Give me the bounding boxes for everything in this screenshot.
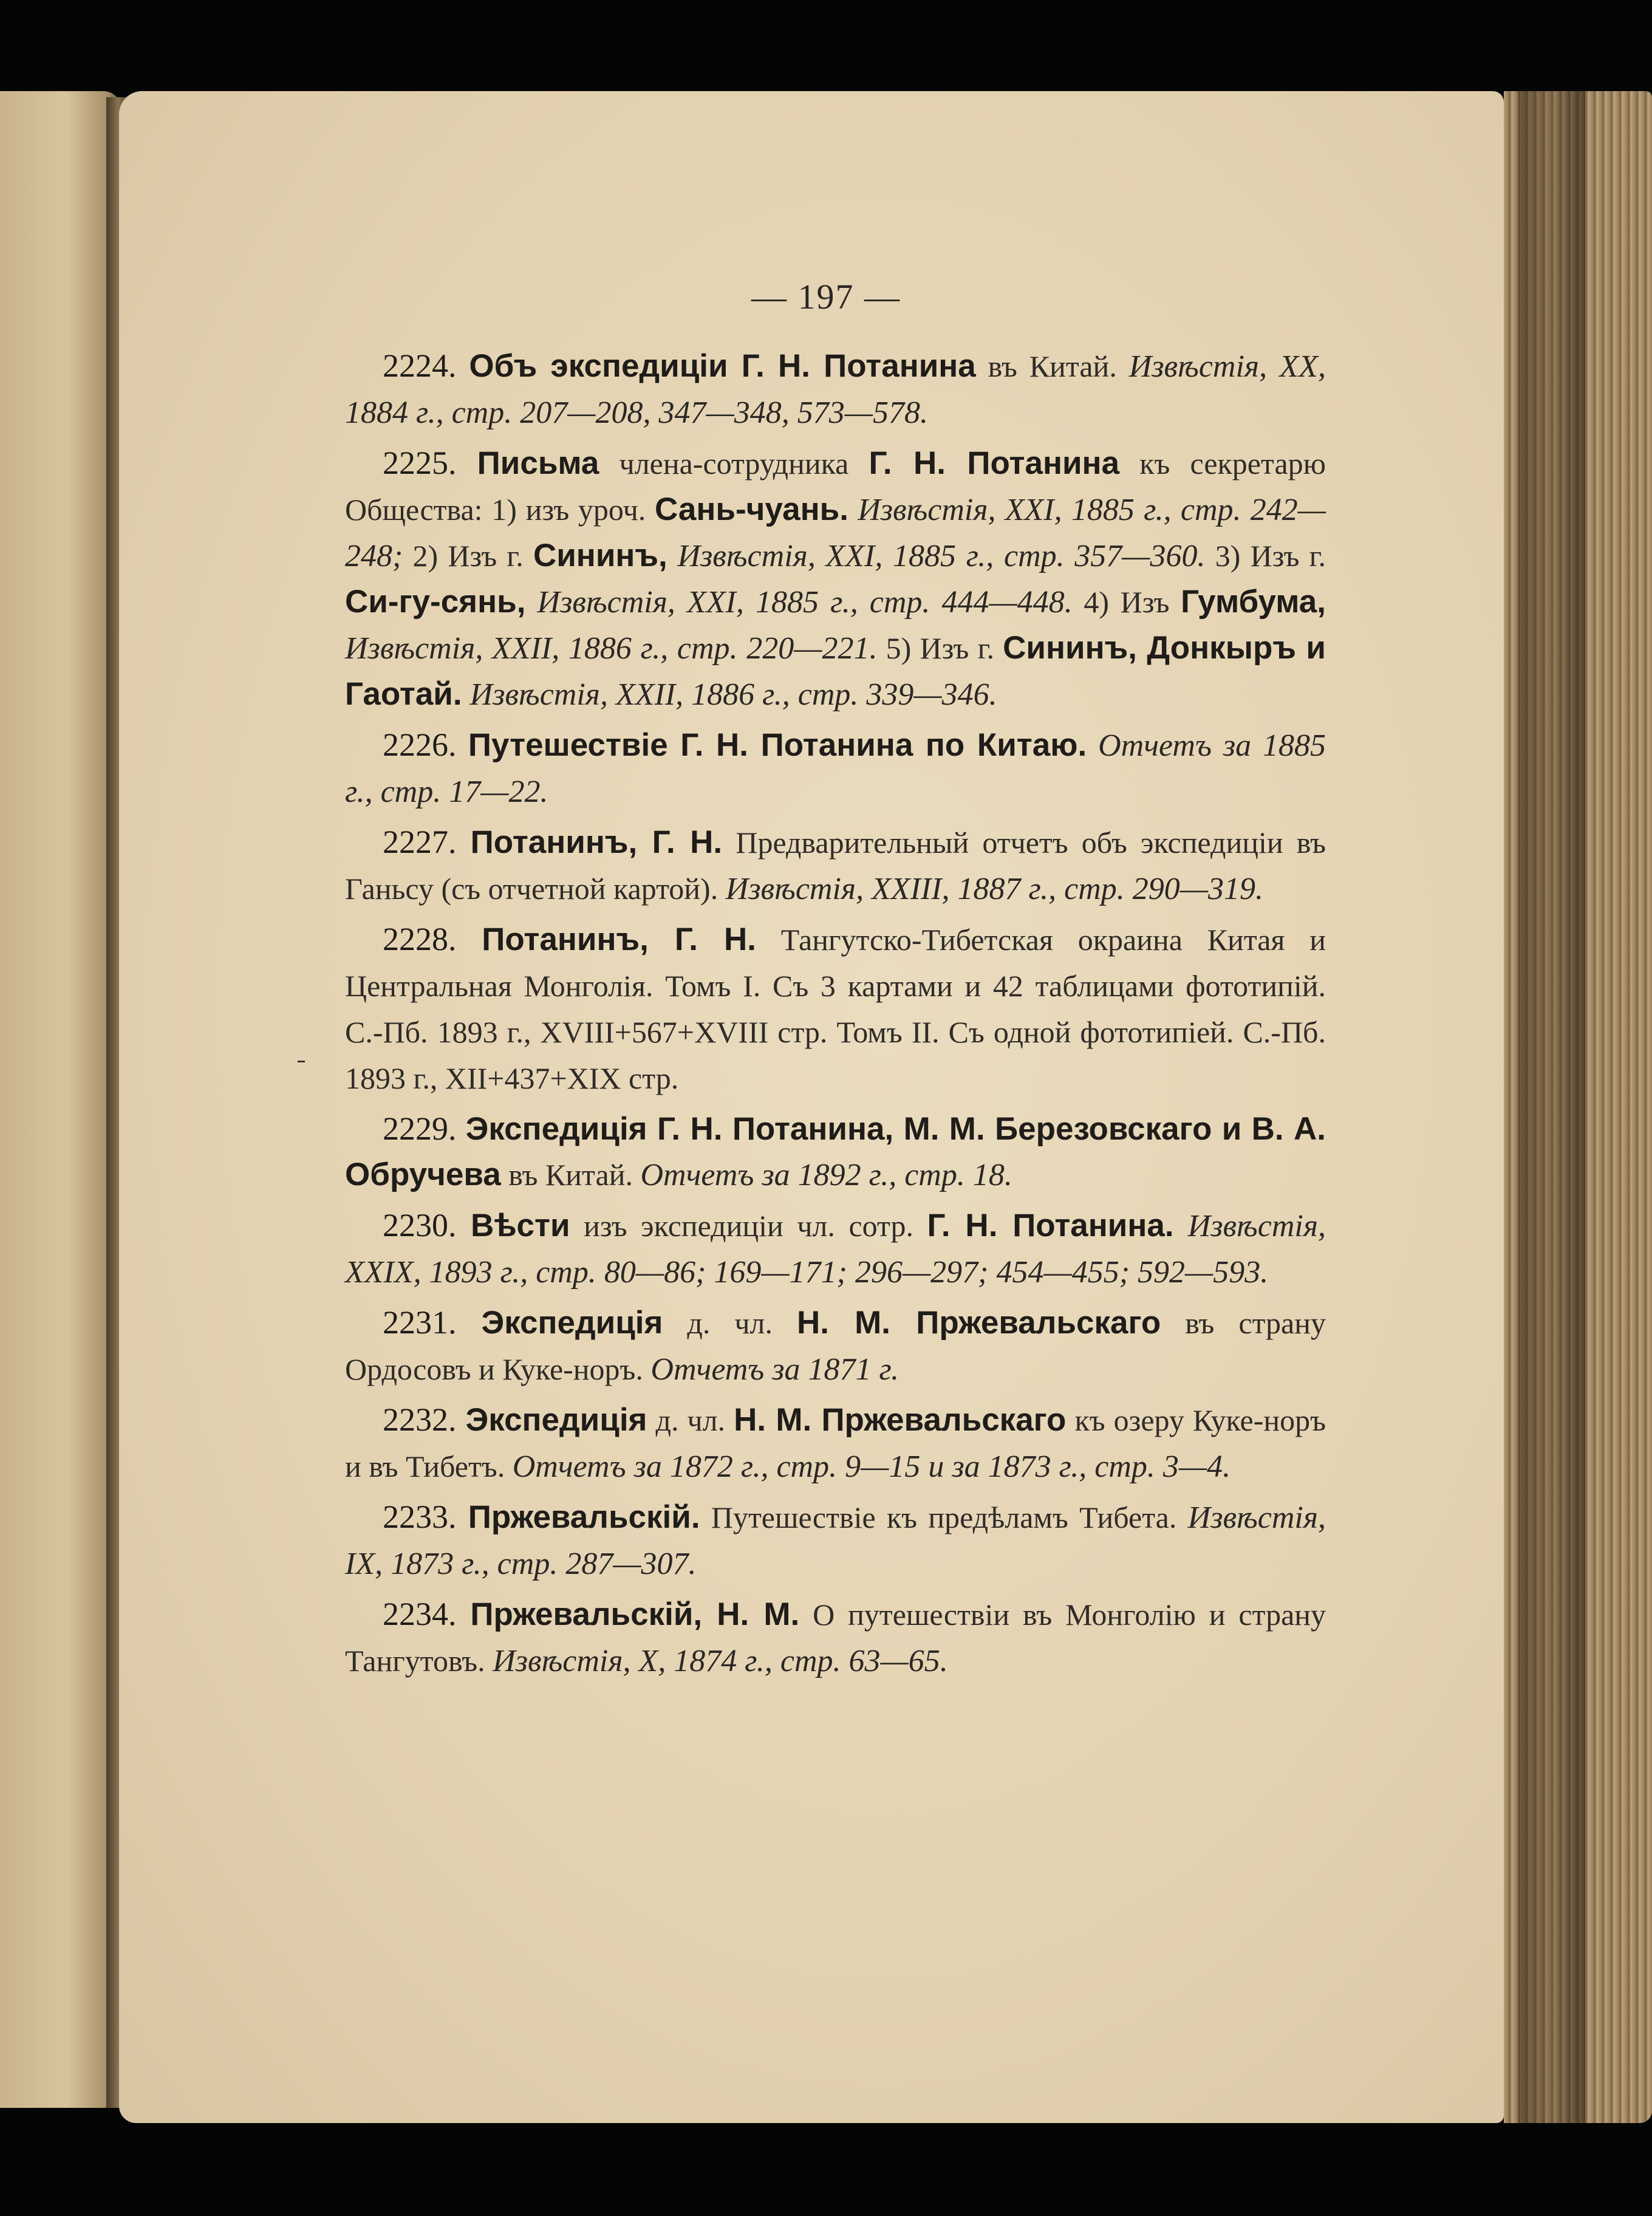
entry-heading: Вѣсти [471, 1208, 570, 1243]
bibliography-entry [345, 819, 1326, 912]
bibliography-entry [345, 1300, 1326, 1392]
entry-citation: Извѣстія, XXII, 1886 г., стр. 339—346. [462, 677, 997, 712]
entry-heading: Сань-чуань. [654, 491, 848, 527]
entry-text: въ Китай. [500, 1158, 641, 1192]
entry-heading: Гумбума, [1181, 584, 1326, 620]
entry-heading: Потанинъ, Г. Н. [482, 922, 756, 957]
entry-number: 2233. [383, 1499, 468, 1535]
entry-number: 2225. [383, 445, 477, 481]
bibliography-entry [345, 1592, 1326, 1684]
entry-number: 2224. [383, 347, 469, 384]
entry-text: д. чл. [663, 1306, 797, 1340]
entry-heading: Сининъ, [533, 538, 667, 573]
entry-text: изъ экспедиціи чл. сотр. [570, 1209, 927, 1243]
entry-number: 2228. [383, 921, 482, 957]
entry-heading: Экспедиція [465, 1402, 647, 1438]
bibliography-entry [345, 440, 1326, 717]
entry-heading: Экспедиція [481, 1305, 663, 1341]
entry-text: 2) Изъ г. [403, 539, 533, 573]
bibliography-entry [345, 1494, 1326, 1587]
entry-heading: Г. Н. Потанина. [927, 1208, 1174, 1243]
entry-text: д. чл. [647, 1403, 734, 1437]
entry-heading: Сининъ, Донкыръ и Гаотай. [345, 630, 1326, 712]
page-number: — 197 — [751, 277, 901, 316]
entry-text: къ озеру Куке-норъ и въ Тибетъ. [345, 1403, 1326, 1483]
entry-text: Тангутско-Тибетская окраина Китая и Центральная Монголія. Томъ I. Съ 3 картами и 42 таблицами фототипій. С.-Пб. 1893 г., XVIII+567+XVIII стр. Томъ II. Съ одной фототипіей. С.-Пб. 1893 г., XII+437+XIX стр. [345, 923, 1326, 1095]
entry-text: 4) Изъ [1072, 585, 1181, 619]
entry-heading: Пржевальскій. [468, 1499, 700, 1535]
entry-number: 2230. [383, 1207, 471, 1243]
entry-citation: Извѣстія, XXI, 1885 г., стр. 242—248; [345, 493, 1326, 573]
entry-text: 5) Изъ г. [877, 631, 1003, 665]
entry-citation: Отчетъ за 1872 г., стр. 9—15 и за 1873 г., стр. 3—4. [512, 1449, 1231, 1484]
bibliography-entry [345, 917, 1326, 1101]
entry-heading: Путешествіе Г. Н. Потанина по Китаю. [468, 727, 1087, 763]
entry-heading: Письма [477, 445, 599, 481]
entry-number: 2229. [383, 1110, 466, 1147]
entry-number: 2232. [383, 1401, 466, 1438]
entry-citation: Извѣстія, XXIX, 1893 г., стр. 80—86; 169—171; 296—297; 454—455; 592—593. [345, 1209, 1326, 1290]
entry-citation: Извѣстія, XXI, 1885 г., стр. 444—448. [525, 585, 1073, 620]
bibliography-entry [345, 722, 1326, 815]
entry-heading: Объ экспедиціи Г. Н. Потанина [469, 348, 976, 384]
entry-number: 2227. [383, 824, 471, 860]
entry-text: О путешествіи въ Монголію и страну Тангутовъ. [345, 1598, 1326, 1678]
entry-text: къ секретарю Общества: 1) изъ уроч. [345, 446, 1326, 527]
entry-citation: Отчетъ за 1885 г., стр. 17—22. [345, 728, 1326, 809]
bibliography-entry [345, 1397, 1326, 1489]
entry-heading: Н. М. Пржевальскаго [734, 1402, 1067, 1438]
entry-heading: Г. Н. Потанина [869, 445, 1120, 481]
entry-text: 3) Изъ г. [1205, 539, 1326, 573]
entry-heading: Н. М. Пржевальскаго [796, 1305, 1161, 1341]
bibliography-entry [345, 1203, 1326, 1295]
entry-citation: Извѣстія, IX, 1873 г., стр. 287—307. [345, 1500, 1326, 1581]
entry-heading: Си-гу-сянь, [345, 584, 526, 620]
entry-heading: Экспедиція Г. Н. Потанина, М. М. Березовскаго и В. А. Обручева [345, 1111, 1326, 1192]
entry-citation: Извѣстія, XXIII, 1887 г., стр. 290—319. [725, 872, 1264, 906]
entry-citation: Извѣстія, XX, 1884 г., стр. 207—208, 347—348, 573—578. [345, 349, 1326, 430]
entry-citation: Отчетъ за 1892 г., стр. 18. [640, 1158, 1012, 1192]
ink-mark [298, 1061, 305, 1062]
entry-text: члена-сотрудника [599, 446, 869, 480]
bibliography-entries [345, 343, 1326, 1689]
entry-text: въ Китай. [975, 349, 1129, 383]
entry-text: въ страну Ордосовъ и Куке-норъ. [345, 1306, 1326, 1386]
entry-citation: Извѣстія, XXII, 1886 г., стр. 220—221. [345, 631, 878, 666]
entry-number: 2226. [383, 727, 468, 763]
entry-citation: Отчетъ за 1871 г. [650, 1352, 899, 1387]
page-stack-shadow [1518, 91, 1585, 2123]
entry-citation: Извѣстія, X, 1874 г., стр. 63—65. [493, 1644, 948, 1678]
entry-number: 2231. [383, 1304, 482, 1341]
entry-number: 2234. [383, 1596, 471, 1632]
facing-page-edge [0, 91, 121, 2108]
entry-text: Предварительный отчетъ объ экспедиціи въ Ганьсу (съ отчетной картой). [345, 826, 1326, 906]
entry-heading: Потанинъ, Г. Н. [470, 824, 723, 860]
bibliography-entry [345, 343, 1326, 436]
bibliography-entry [345, 1106, 1326, 1198]
entry-text: Путешествіе къ предѣламъ Тибета. [700, 1500, 1188, 1534]
entry-heading: Пржевальскій, Н. М. [470, 1596, 800, 1632]
entry-citation: Извѣстія, XXI, 1885 г., стр. 357—360. [667, 539, 1206, 573]
